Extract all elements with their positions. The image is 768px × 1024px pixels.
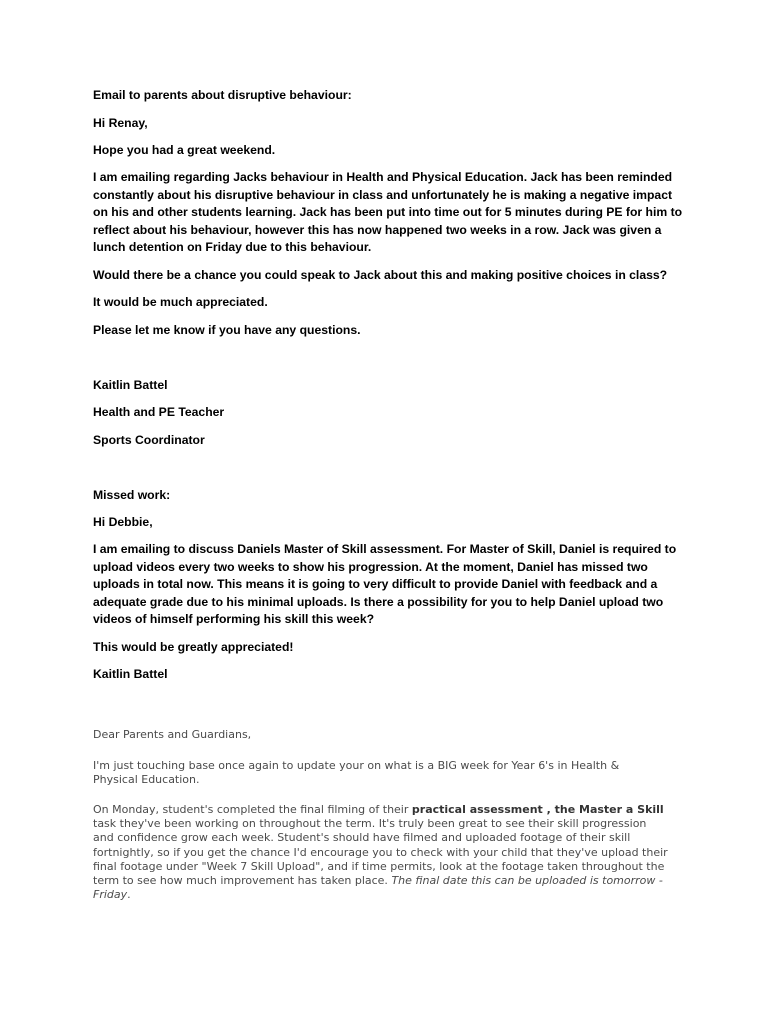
- email1-appreciation-text: It would be much appreciated.: [93, 295, 268, 309]
- email3-paragraph-end: .: [127, 888, 131, 902]
- email1-paragraph: [93, 169, 683, 257]
- email3-paragraph-italic: The final date this can be uploaded is tomorrow - Friday: [93, 874, 663, 902]
- email2-appreciation-text: This would be greatly appreciated!: [93, 640, 294, 654]
- email1-signature-role: [93, 432, 683, 450]
- email1-line1: [93, 142, 683, 160]
- email2-paragraph: [93, 541, 678, 629]
- email2-heading: [93, 487, 683, 505]
- email1-closing: [93, 322, 683, 340]
- email1-greeting: [93, 115, 683, 133]
- email2-heading-text: Missed work:: [93, 488, 171, 502]
- email1-heading-text: Email to parents about disruptive behaviour:: [93, 88, 352, 102]
- email1-greeting-text: Hi Renay,: [93, 116, 148, 130]
- email2-greeting: [93, 514, 683, 532]
- email2-signature-name: [93, 666, 683, 684]
- email1-heading: [93, 87, 683, 105]
- email1-paragraph-text: I am emailing regarding Jacks behaviour in Health and Physical Education. Jack has been reminded constantly about his disruptive behaviour in class and unfortunately he is making a negative impact on his and other students learning. Jack has been put into time out for 5 minutes during PE for him to reflect about his behaviour, however this has now happened two weeks in a row. Jack was given a lunch detention on Friday due to this behaviour.: [93, 170, 683, 255]
- email3-intro: [93, 759, 653, 787]
- email1-signature-role-text: Sports Coordinator: [93, 433, 205, 447]
- email3-paragraph-body: task they've been working on throughout the term. It's truly been great to see their skill progression and confidence grow each week. Student's should have filmed and uploaded footage of their skill fortnightly, so if you get the chance I'd encourage you to check with your child that they've upload their final footage under "Week 7 Skill Upload", and if time permits, look at the footage taken throughout the term to see how much improvement has taken place.: [93, 817, 668, 888]
- email1-appreciation: [93, 294, 683, 312]
- email3-greeting-text: Dear Parents and Guardians,: [93, 728, 252, 741]
- email3-greeting: [93, 728, 663, 742]
- email2-greeting-text: Hi Debbie,: [93, 515, 153, 529]
- email3-paragraph-lead: On Monday, student's completed the final filming of their: [93, 803, 412, 816]
- email1-signature-name-text: Kaitlin Battel: [93, 378, 168, 392]
- email1-signature-name: [93, 377, 683, 395]
- email3-paragraph-text: [93, 803, 668, 902]
- email3-paragraph: [93, 803, 668, 902]
- email1-question: [93, 267, 683, 285]
- email1-question-text: Would there be a chance you could speak to Jack about this and making positive choices in class?: [93, 268, 668, 282]
- email2-signature-name-text: Kaitlin Battel: [93, 667, 168, 681]
- email3-paragraph-bold: practical assessment , the Master a Skill: [411, 803, 664, 816]
- email1-line1-text: Hope you had a great weekend.: [93, 143, 276, 157]
- email3-intro-text: I'm just touching base once again to update your on what is a BIG week for Year 6's in Health & Physical Education.: [93, 759, 620, 787]
- email2-paragraph-text: I am emailing to discuss Daniels Master of Skill assessment. For Master of Skill, Daniel is required to upload videos every two weeks to show his progression. At the moment, Daniel has missed two uploads in total now. This means it is going to very difficult to provide Daniel with feedback and a adequate grade due to his minimal uploads. Is there a possibility for you to help Daniel upload two videos of himself performing his skill this week?: [93, 542, 677, 627]
- email1-closing-text: Please let me know if you have any questions.: [93, 323, 361, 337]
- email1-signature-title: [93, 404, 683, 422]
- email2-appreciation: [93, 639, 683, 657]
- email1-signature-title-text: Health and PE Teacher: [93, 405, 225, 419]
